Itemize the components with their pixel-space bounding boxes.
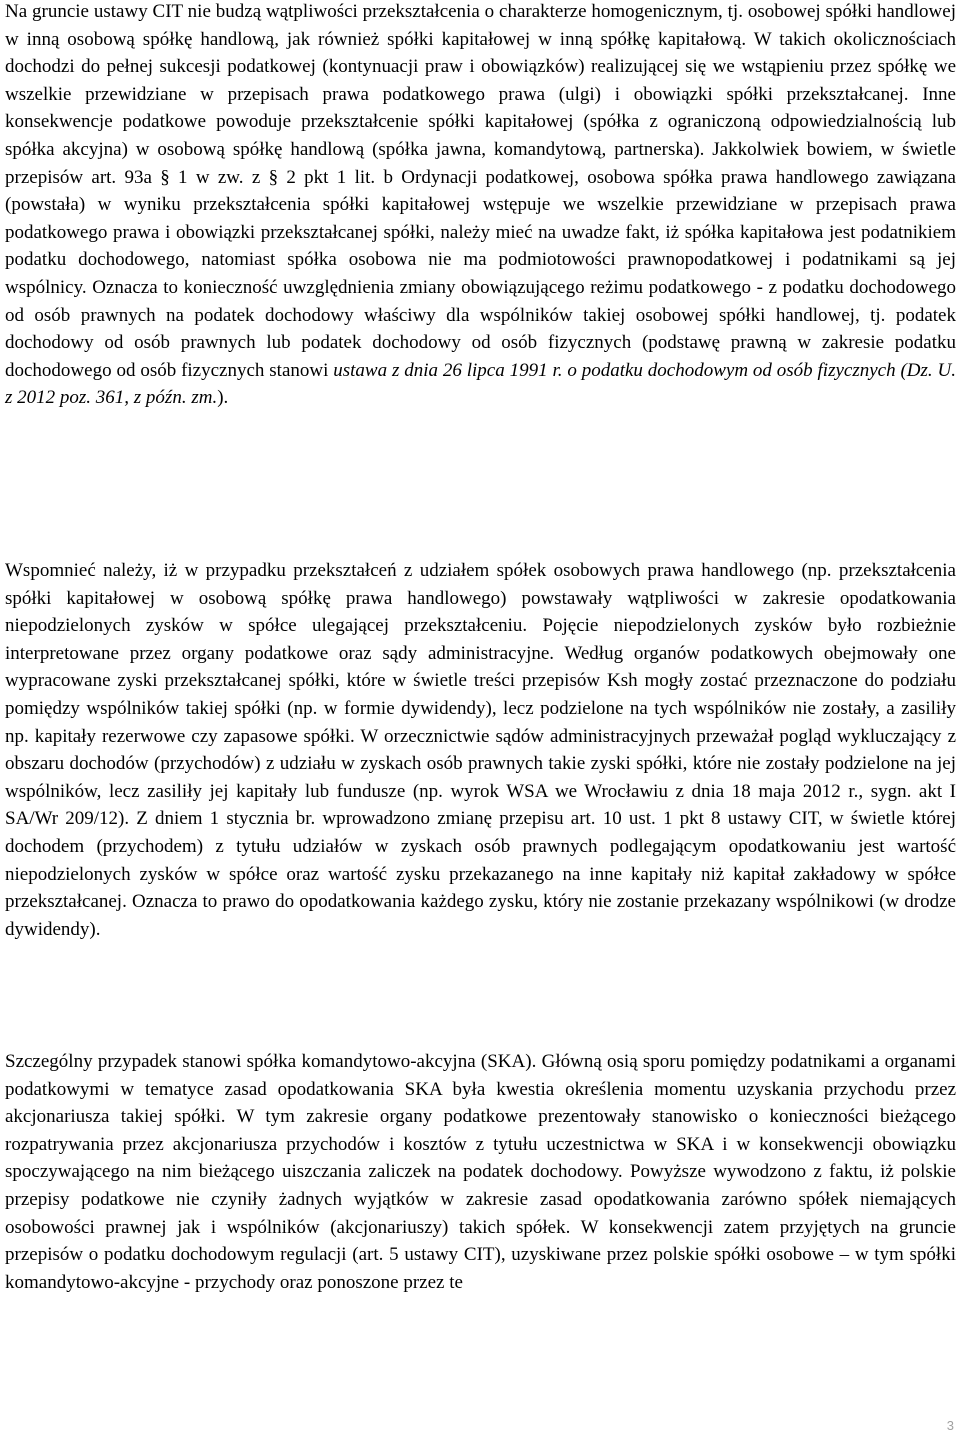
- statute-citation: ustawa z dnia 26 lipca 1991 r. o podatku dochodowym od osób fizycznych (Dz. U. z 2012 poz. 361, z późn. zm.: [5, 359, 956, 409]
- paragraph-ska-special-case: Szczególny przypadek stanowi spółka komandytowo-akcyjna (SKA). Główną osią sporu pomiędzy podatnikami a organami podatkowymi w tematyce zasad opodatkowania SKA była kwestia określenia momentu uzyskania przychodu przez akcjonariusza takiej spółki. W tym zakresie organy podatkowe prezentowały stanowisko o konieczności bieżącego rozpatrywania przez akcjonariusza przychodów i kosztów z tytułu uczestnictwa w SKA i w konsekwencji obowiązku spoczywającego na nim bieżącego uiszczania zaliczek na podatek dochodowy. Powyższe wywodzono z faktu, iż polskie przepisy podatkowe nie czyniły żadnych wyjątków w zakresie zasad opodatkowania zarówno spółek niemających osobowości prawnej jak i wspólników (akcjonariuszy) takich spółek. W konsekwencji zatem przyjętych na gruncie przepisów o podatku dochodowym regulacji (art. 5 ustawy CIT), uzyskiwane przez polskie spółki osobowe – w tym spółki komandytowo-akcyjne - przychody oraz ponoszone przez te: [5, 1051, 956, 1293]
- paragraph-undistributed-profits: Wspomnieć należy, iż w przypadku przekształceń z udziałem spółek osobowych prawa handlowego (np. przekształcenia spółki kapitałowej w osobową spółkę prawa handlowego) powstawały wątpliwości w zakresie opodatkowania niepodzielonych zysków w spółce ulegającej przekształceniu. Pojęcie niepodzielonych zysków było rozbieżnie interpretowane przez organy podatkowe oraz sądy administracyjne. Według organów podatkowych obejmowały one wypracowane zyski przekształcanej spółki, które w świetle treści przepisów Ksh mogły zostać przeznaczone do podziału pomiędzy wspólników takiej spółki (np. w formie dywidendy), lecz podzielone na tych wspólników nie zostały, a zasiliły np. kapitały rezerwowe czy zapasowe spółki. W orzecznictwie sądów administracyjnych przeważał pogląd wykluczający z obszaru dochodów (przychodów) z udziału w zyskach osób prawnych takie zyski spółki, które nie zostały podzielone na jej wspólników, lecz zasiliły jej kapitały lub fundusze (np. wyrok WSA we Wrocławiu z dnia 18 maja 2012 r., sygn. akt I SA/Wr 209/12). Z dniem 1 stycznia br. wprowadzono zmianę przepisu art. 10 ust. 1 pkt 8 ustawy CIT, w świetle której dochodem (przychodem) z tytułu udziałów w zyskach osób prawnych podlegającym opodatkowaniu jest wartość niepodzielonych zysków w spółce oraz wartość zysku przekazanego na inne kapitały niż kapitał zakładowy w spółce przekształcanej. Oznacza to prawo do opodatkowania każdego zysku, który nie zostanie przekazany wspólnikowi (w drodze dywidendy).: [5, 560, 956, 940]
- paragraph-text-end: ).: [217, 387, 229, 409]
- paragraph-text: Na gruncie ustawy CIT nie budzą wątpliwości przekształcenia o charakterze homogenicznym, tj. osobowej spółki handlowej w inną osobową spółkę handlową, jak również spółki kapitałowej w inną spółkę kapitałową. W takich okolicznościach dochodzi do pełnej sukcesji podatkowej (kontynuacji praw i obowiązków) realizującej się we wstąpieniu przez spółkę we wszelkie przewidziane w przepisach prawa podatkowego prawa (ulgi) i obowiązki spółki przekształcanej. Inne konsekwencje podatkowe powoduje przekształcenie spółki kapitałowej (spółka z ograniczoną odpowiedzialnością lub spółka akcyjna) w osobową spółkę handlową (spółka jawna, komandytową, partnerska). Jakkolwiek bowiem, w świetle przepisów art. 93a § 1 w zw. z § 2 pkt 1 lit. b Ordynacji podatkowej, osobowa spółka prawa handlowego zawiązana (powstała) w wyniku przekształcenia spółki kapitałowej wstępuje we wszelkie przewidziane w przepisach prawa podatkowego prawa i obowiązki przekształcanej spółki, należy mieć na uwadze fakt, iż spółka kapitałowa jest podatnikiem podatku dochodowego, natomiast spółka osobowa nie ma podmiotowości prawnopodatkowej i podatnikami są jej wspólnicy. Oznacza to konieczność uwzględnienia zmiany obowiązującego reżimu podatkowego - z podatku dochodowego od osób prawnych na podatek dochodowy właściwy dla wspólników takiej osobowej spółki handlowej, tj. podatek dochodowy od osób prawnych lub podatek dochodowy od osób fizycznych (podstawę prawną w zakresie podatku dochodowego od osób fizycznych stanowi: [5, 1, 956, 381]
- paragraph-homogeneous-transformations: [5, 0, 956, 412]
- page-number: 3: [946, 1418, 954, 1433]
